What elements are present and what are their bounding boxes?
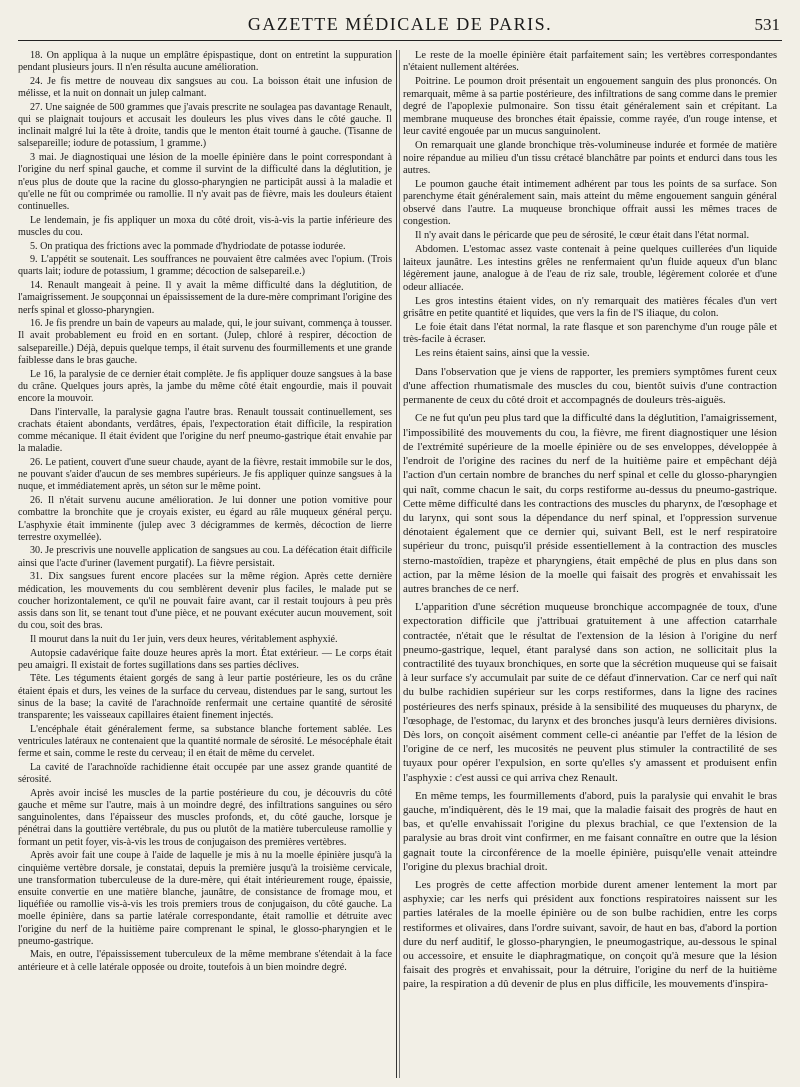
paragraph: L'encéphale était généralement ferme, sa substance blanche fortement sablée. Les ventricules latéraux ne contenaient que la quantité normale de sérosité. Le mésocéphale était ferme et sain, comme le reste du cerveau; il en était de même du cervelet.	[18, 723, 392, 760]
paragraph: 5. On pratiqua des frictions avec la pommade d'hydriodate de potasse iodurée.	[30, 240, 346, 252]
page-header	[18, 14, 782, 41]
paragraph: On remarquait une glande bronchique très-volumineuse indurée et formée de matière noire répandue au milieu d'un tissu crétacé blanchâtre par points et endurci dans tous les autres.	[403, 140, 777, 177]
paragraph: 30. Je prescrivis une nouvelle application de sangsues au cou. La défécation était difficile ainsi que l'acte d'uriner (lavement purgatif). La fièvre persistait.	[18, 545, 392, 569]
journal-title: GAZETTE MÉDICALE DE PARIS.	[247, 14, 553, 34]
paragraph: En même temps, les fourmillements d'abord, puis la paralysie qui envahit le bras gauche, m'indiquèrent, dès le 19 mai, que la maladie faisait des progrès de haut en bas, et qu'elle envahissait l'origine du plexus brachial, ce que l'extension de la paralysie au bras droit vint confirmer, en me faisant connaître en outre que la lésion gagnait toute la circonférence de la moelle épinière, puisqu'elle venait atteindre l'origine du plexus brachial droit.	[403, 789, 777, 873]
paragraph: Ce ne fut qu'un peu plus tard que la difficulté dans la déglutition, l'amaigrissement, l'impossibilité des mouvements du cou, la fièvre, me firent diagnostiquer une lésion de l'extrémité supérieure de la moelle épinière ou de ses enveloppes, développée à l'endroit de l'origine des racines du nerf de la huitième paire et empêchant déjà l'action d'un certain nombre de branches du nerf spinal et celle du glosso-pharyngien qui naît, comme chacun le sait, du corps restiforme au-dessus du pneumo-gastrique. Cette même difficulté dans les contractions des muscles du pharynx, de l'œsophage et du larynx, qui sont sous la dépendance du nerf spinal, et l'oppression survenue dénotaient également que ce dernier qui, suivant Bell, est le nerf respiratoire supérieur du tronc, puisqu'il préside essentiellement à la contraction des muscles sterno-mastoïdien, trapèze et pharyngiens, était empêché de plus en plus dans son action, par la même lésion de la moelle qui faisait des progrès et envahissait les autres branches de ce nerf.	[403, 412, 777, 595]
paragraph: Les reins étaient sains, ainsi que la vessie.	[415, 348, 590, 360]
left-column	[18, 50, 392, 1078]
paragraph: 24. Je fis mettre de nouveau dix sangsues au cou. La boisson était une infusion de mélisse, et la nuit on donnait un julep calmant.	[18, 75, 392, 100]
column-divider	[396, 50, 397, 1078]
paragraph: 14. Renault mangeait à peine. Il y avait la même difficulté dans la déglutition, de l'amaigrissement. Je soupçonnai un épaississement de la dure-mère comprimant l'origine des nerfs spinal et glosso-pharyngien.	[18, 280, 392, 316]
paragraph: Dans l'intervalle, la paralysie gagna l'autre bras. Renault toussait continuellement, ses crachats étaient abondants, verdâtres, épais, l'expectoration était difficile, la respiration comme mécanique. Il était évident que l'origine du nerf pneumo-gastrique était envahie par la maladie.	[18, 406, 392, 455]
paragraph: Le reste de la moelle épinière était parfaitement sain; les vertèbres correspondantes n'étaient nullement altérées.	[403, 50, 777, 74]
paragraph: Abdomen. L'estomac assez vaste contenait à peine quelques cuillerées d'un liquide laiteux jaunâtre. Les intestins grêles ne renfermaient qu'un fluide aqueux d'un blanc légèrement jaune, analogue à de l'eau de riz sale, trouble, légèrement colorée et d'une odeur alliacée.	[403, 244, 777, 293]
paragraph: 18. On appliqua à la nuque un emplâtre épispastique, dont on entretint la suppuration pendant plusieurs jours. Il n'en résulta aucune amélioration.	[18, 50, 392, 74]
paragraph: Le poumon gauche était intimement adhérent par tous les points de sa surface. Son parenchyme était généralement sain, mais atteint du même engouement sanguin général observé dans l'autre. La muqueuse bronchique offrait aussi les mêmes traces de congestion.	[403, 179, 777, 228]
paragraph: Mais, en outre, l'épaississement tuberculeux de la même membrane s'étendait à la face antérieure et à celle latérale opposée ou droite, toutefois à un bien moindre degré.	[18, 949, 392, 973]
paragraph: 27. Une saignée de 500 grammes que j'avais prescrite ne soulagea pas davantage Renault, qui se plaignait toujours et accusait les douleurs les plus vives dans le côté gauche. Il inclinait malgré lui la tête à droite, tandis que le menton était tourné à gauche. (Tisanne de salsepareille; iodure de potassium, 1 gramme.)	[18, 101, 392, 150]
paragraph: 3 mai. Je diagnostiquai une lésion de la moelle épinière dans le point correspondant à l'origine du nerf spinal gauche, et comme il survint de la difficulté dans la déglutition, je n'eus plus de doute que la racine du glosso-pharyngien ne participât aussi à la maladie et qu'elle ne fût ou comprimée ou ramollie. Il n'y avait pas de fièvre, mais les douleurs étaient continuelles.	[18, 152, 392, 212]
paragraph: 31. Dix sangsues furent encore placées sur la même région. Après cette dernière médication, les mouvements du cou semblèrent devenir plus faciles, le malade put se coucher horizontalement, ce qu'il ne pouvait faire avant, car il restait toujours à peu près assis dans son lit, se tenant tout d'une pièce, et ne pouvant exécuter aucun mouvement, soit du cou, soit des bras.	[18, 571, 392, 632]
paragraph: Autopsie cadavérique faite douze heures après la mort. État extérieur. — Le corps était peu amaigri. Il existait de fortes sugillations dans ses parties déclives.	[18, 647, 392, 671]
paragraph: Il mourut dans la nuit du 1er juin, vers deux heures, véritablement asphyxié.	[30, 633, 338, 645]
paragraph: Il n'y avait dans le péricarde que peu de sérosité, le cœur était dans l'état normal.	[415, 230, 750, 242]
page-number: 531	[754, 15, 780, 34]
right-column	[403, 50, 777, 1078]
paragraph: Après avoir incisé les muscles de la partie postérieure du cou, je découvris du côté gauche et même sur l'autre, mais à un moindre degré, des infiltrations sanguines ou séro sanguinolentes, dans l'épaisseur des muscles profonds, et, du côté gauche, lorsque je pénétrai dans la gouttière vertébrale, du pus ou plutôt de la matière tuberculeuse ramollie y formant un petit foyer, vis-à-vis les trous de conjugaison des premières vertèbres.	[18, 787, 392, 848]
paragraph: Le lendemain, je fis appliquer un moxa du côté droit, vis-à-vis la partie inférieure des muscles du cou.	[18, 214, 392, 238]
paragraph: 26. Il n'était survenu aucune amélioration. Je lui donner une potion vomitive pour combattre la bronchite que je croyais exister, eu égard au râle muqueux général perçu. L'asphyxie était imminente (julep avec 3 décigrammes de kermès, décoction de lierre terrestre oxymellée).	[18, 495, 392, 543]
paragraph: 26. Le patient, couvert d'une sueur chaude, ayant de la fièvre, restait immobile sur le dos, ne pouvant s'aider d'aucun de ses membres supérieurs. Je fis appliquer quinze sangsues à la nuque, et immédiatement après, un séton sur le même point.	[18, 457, 392, 493]
paragraph: Le foie était dans l'état normal, la rate flasque et son parenchyme d'un rouge pâle et très-facile à écraser.	[403, 322, 777, 346]
paragraph: Le 16, la paralysie de ce dernier était complète. Je fis appliquer douze sangsues à la base du crâne. Quelques jours après, la jambe du même côté était engourdie, mais il pouvait encore la mouvoir.	[18, 368, 392, 404]
paragraph: 16. Je fis prendre un bain de vapeurs au malade, qui, le jour suivant, commença à tousser. Il avait probablement eu froid en en sortant. (Julep, chloré à respirer, décoction de salsepareille.) Déjà, depuis quelque temps, il était survenu des fourmillements et une grande faiblesse dans le bras gauche.	[18, 318, 392, 366]
paragraph: La cavité de l'arachnoïde rachidienne était occupée par une assez grande quantité de sérosité.	[18, 761, 392, 786]
paragraph: Les gros intestins étaient vides, on n'y remarquait des matières fécales d'un vert grisâtre en petite quantité et liquides, que vers la fin de l'S iliaque, du colon.	[403, 295, 777, 320]
paragraph: Tête. Les téguments étaient gorgés de sang à leur partie postérieure, les os du crâne étaient épais et durs, les veines de la surface du cerveau, distendues par le sang, surtout les sinus de la base; la cavité de l'arachnoïde renfermait une certaine quantité de sérosité transparente; les vaisseaux capillaires étaient finement injectés.	[18, 673, 392, 722]
paragraph: 9. L'appétit se soutenait. Les souffrances ne pouvaient être calmées avec l'opium. (Trois quarts lait; iodure de potassium, 1 gramme; décoction de salsepareil.e.)	[18, 254, 392, 278]
paragraph: Les progrès de cette affection morbide durent amener lentement la mort par asphyxie; car les nerfs qui président aux fonctions respiratoires naissent sur les parties latérales de la moelle épinière ou de son bulbe rachidien, entre les corps restiformes et olivaires, dans l'ordre suivant, savoir, de haut en bas, d'abord la portion dure du nerf auditif, le glosso-pharyngien, le pneumogastrique, au-dessous le spinal ou accessoire, et ensuite le diaphragmatique, on conçoit qu'à mesure que la lésion faisait des progrès et envahissait, pour la détruire, l'origine du nerf de la huitième paire, la respiration a dû devenir de plus en plus difficile, les mouvements d'inspira-	[403, 878, 777, 991]
paragraph: L'apparition d'une sécrétion muqueuse bronchique accompagnée de toux, d'une expectoration difficile que j'attribuai gratuitement à une affection catarrhale contractée, n'était que le résultat de l'extension de la lésion à l'origine du nerf pneumo-gastrique, lequel, étant paralysé dans son action, ne sollicitait plus la contractilité des tuyaux bronchiques, en sorte que la sécrétion muqueuse qui se faisait à leur surface s'y accumulait par suite de ce défaut d'innervation. Car ce nerf qui naît du bulbe rachidien supérieur sur les corps restiformes, dans la ligne des racines postérieures des nerfs spinaux, préside à la sensibilité des muqueuses du pharynx, de l'œsophage, de l'estomac, du larynx et des bronches jusqu'à leurs dernières divisions. Dès lors, on conçoit aisément comment celle-ci anéantie par l'effet de la lésion de l'origine de ce nerf, les mucosités ne peuvent plus stimuler la contractilité de ses tuyaux pour opérer l'expulsion, en sorte qu'elles s'y amassent et produisent enfin l'asphyxie : c'est aussi ce qui arriva chez Renault.	[403, 601, 777, 784]
paragraph: Après avoir fait une coupe à l'aide de laquelle je mis à nu la moelle épinière jusqu'à la cinquième vertèbre dorsale, je constatai, depuis la première jusqu'à la troisième cervicale, une transformation tuberculeuse de la dure-mère, qui était intérieurement rouge, épaissie, ensuite convertie en une matière blanche, jaunâtre, de consistance de fromage mou, et liquéfiée ou ramollie vis-à-vis les trois premiers trous de conjugaison, du côté gauche. La moelle épinière, dans sa partie latérale correspondante, était ramollie et détruite avec l'origine du nerf de la huitième paire comprenant le spinal, le glosso-pharyngien et le pneumo-gastrique.	[18, 850, 392, 947]
paragraph: Dans l'observation que je viens de rapporter, les premiers symptômes furent ceux d'une affection rhumatismale des muscles du cou, bientôt suivis d'une contraction permanente de ceux du côté droit et accompagnés de douleurs très-aiguës.	[403, 365, 777, 407]
paragraph: Poitrine. Le poumon droit présentait un engouement sanguin des plus prononcés. On remarquait, même à sa partie postérieure, des infiltrations de sang comme dans le premier degré de l'apoplexie pulmonaire. Son tissu était généralement sain et crépitant. La membrane muqueuse des bronches était épaissie, comme rayée, d'un rouge intense, et leur cavité engouée par un mucus sanguinolent.	[403, 76, 777, 138]
